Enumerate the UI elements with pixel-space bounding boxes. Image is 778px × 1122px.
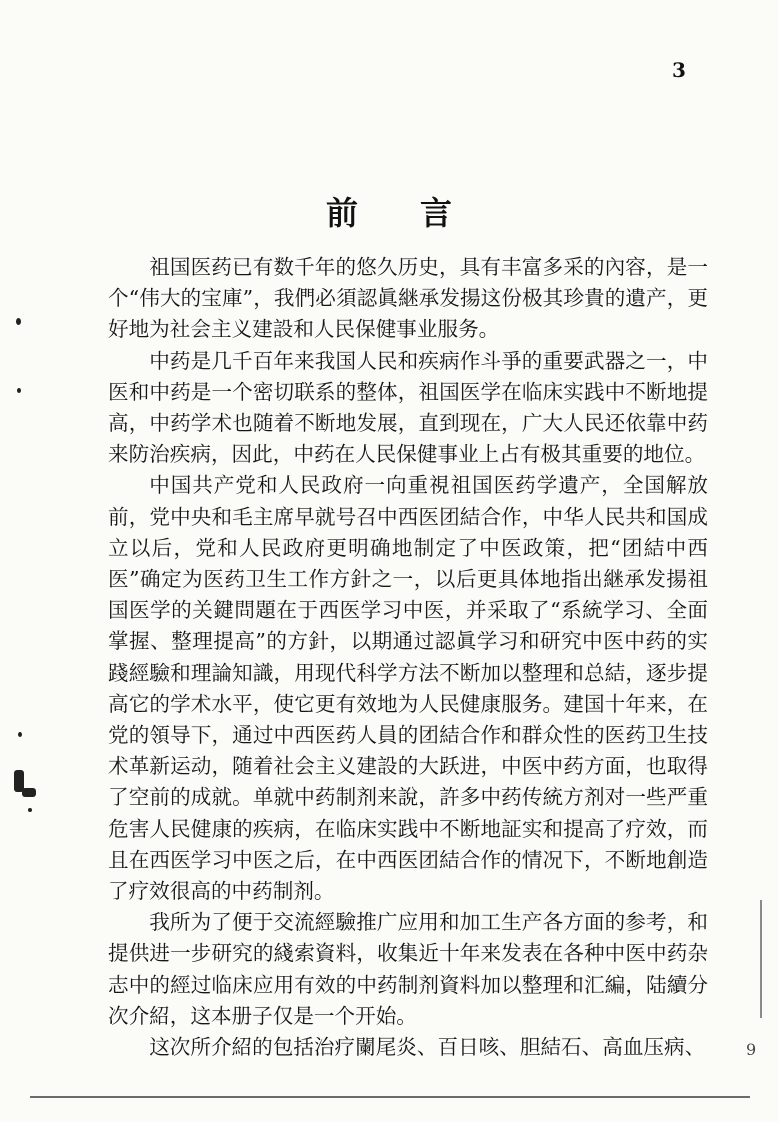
margin-mark-5 [22, 788, 36, 797]
margin-dot-2 [17, 388, 21, 393]
page-number: 3 [672, 58, 686, 82]
paragraph-2: 中药是几千百年来我国人民和疾病作斗爭的重要武器之一，中医和中药是一个密切联系的整体，祖国医学在临床实践中不断地提高，中药学术也随着不断地发展，直到现在，广大人民还依靠中药来防治疾病，因此，中药在人民保健事业上占有极其重要的地位。 [108, 348, 708, 467]
scan-edge-line [760, 900, 762, 1018]
corner-mark: 9 [746, 1040, 757, 1059]
margin-dot-6 [28, 808, 32, 812]
margin-dot-3 [18, 732, 22, 737]
paragraph-3: 中国共产党和人民政府一向重視祖国医药学遺产，全国解放前，党中央和毛主席早就号召中西医团結合作，中华人民共和国成立以后，党和人民政府更明确地制定了中医政策，把“团結中西医”确定为医药卫生工作方針之一，以后更具体地指出継承发揚祖国医学的关鍵問題在于西医学习中医，并采取了“系統学习、全面掌握、整理提高”的方針，以期通过認眞学习和研究中医中药的实踐經驗和理論知識，用现代科学方法不断加以整理和总結，逐步提高它的学术水平，使它更有效地为人民健康服务。建国十年来，在党的領导下，通过中西医药人員的团結合作和群众性的医药卫生技术革新运动，随着社会主义建設的大跃进，中医中药方面，也取得了空前的成就。单就中药制剂来說，許多中药传統方剂对一些严重危害人民健康的疾病，在临床实践中不断地証实和提高了疗效，而且在西医学习中医之后，在中西医团結合作的情况下，不断地創造了疗效很高的中药制剂。 [108, 473, 708, 904]
page-title: 前言 [325, 194, 514, 232]
paragraph-1: 祖国医药已有数千年的悠久历史，具有丰富多采的內容，是一个“伟大的宝庫”，我們必須認眞継承发揚这份极其珍貴的遺产，更好地为社会主义建設和人民保健事业服务。 [108, 255, 708, 342]
paragraph-4: 我所为了便于交流經驗推广应用和加工生产各方面的参考，和提供进一步研究的綫索資料，收集近十年来发表在各种中医中药杂志中的經过临床应用有效的中药制剂資料加以整理和汇編，陆續分次介紹，这本册子仅是一个开始。 [108, 910, 708, 1028]
preface-body [108, 252, 708, 1063]
margin-dot-1 [16, 318, 21, 325]
paragraph-5-first-line: 这次所介紹的包括治疗闌尾炎、百日咳、胆結石、高血压病、 [149, 1035, 706, 1060]
footer-rule [30, 1096, 750, 1098]
